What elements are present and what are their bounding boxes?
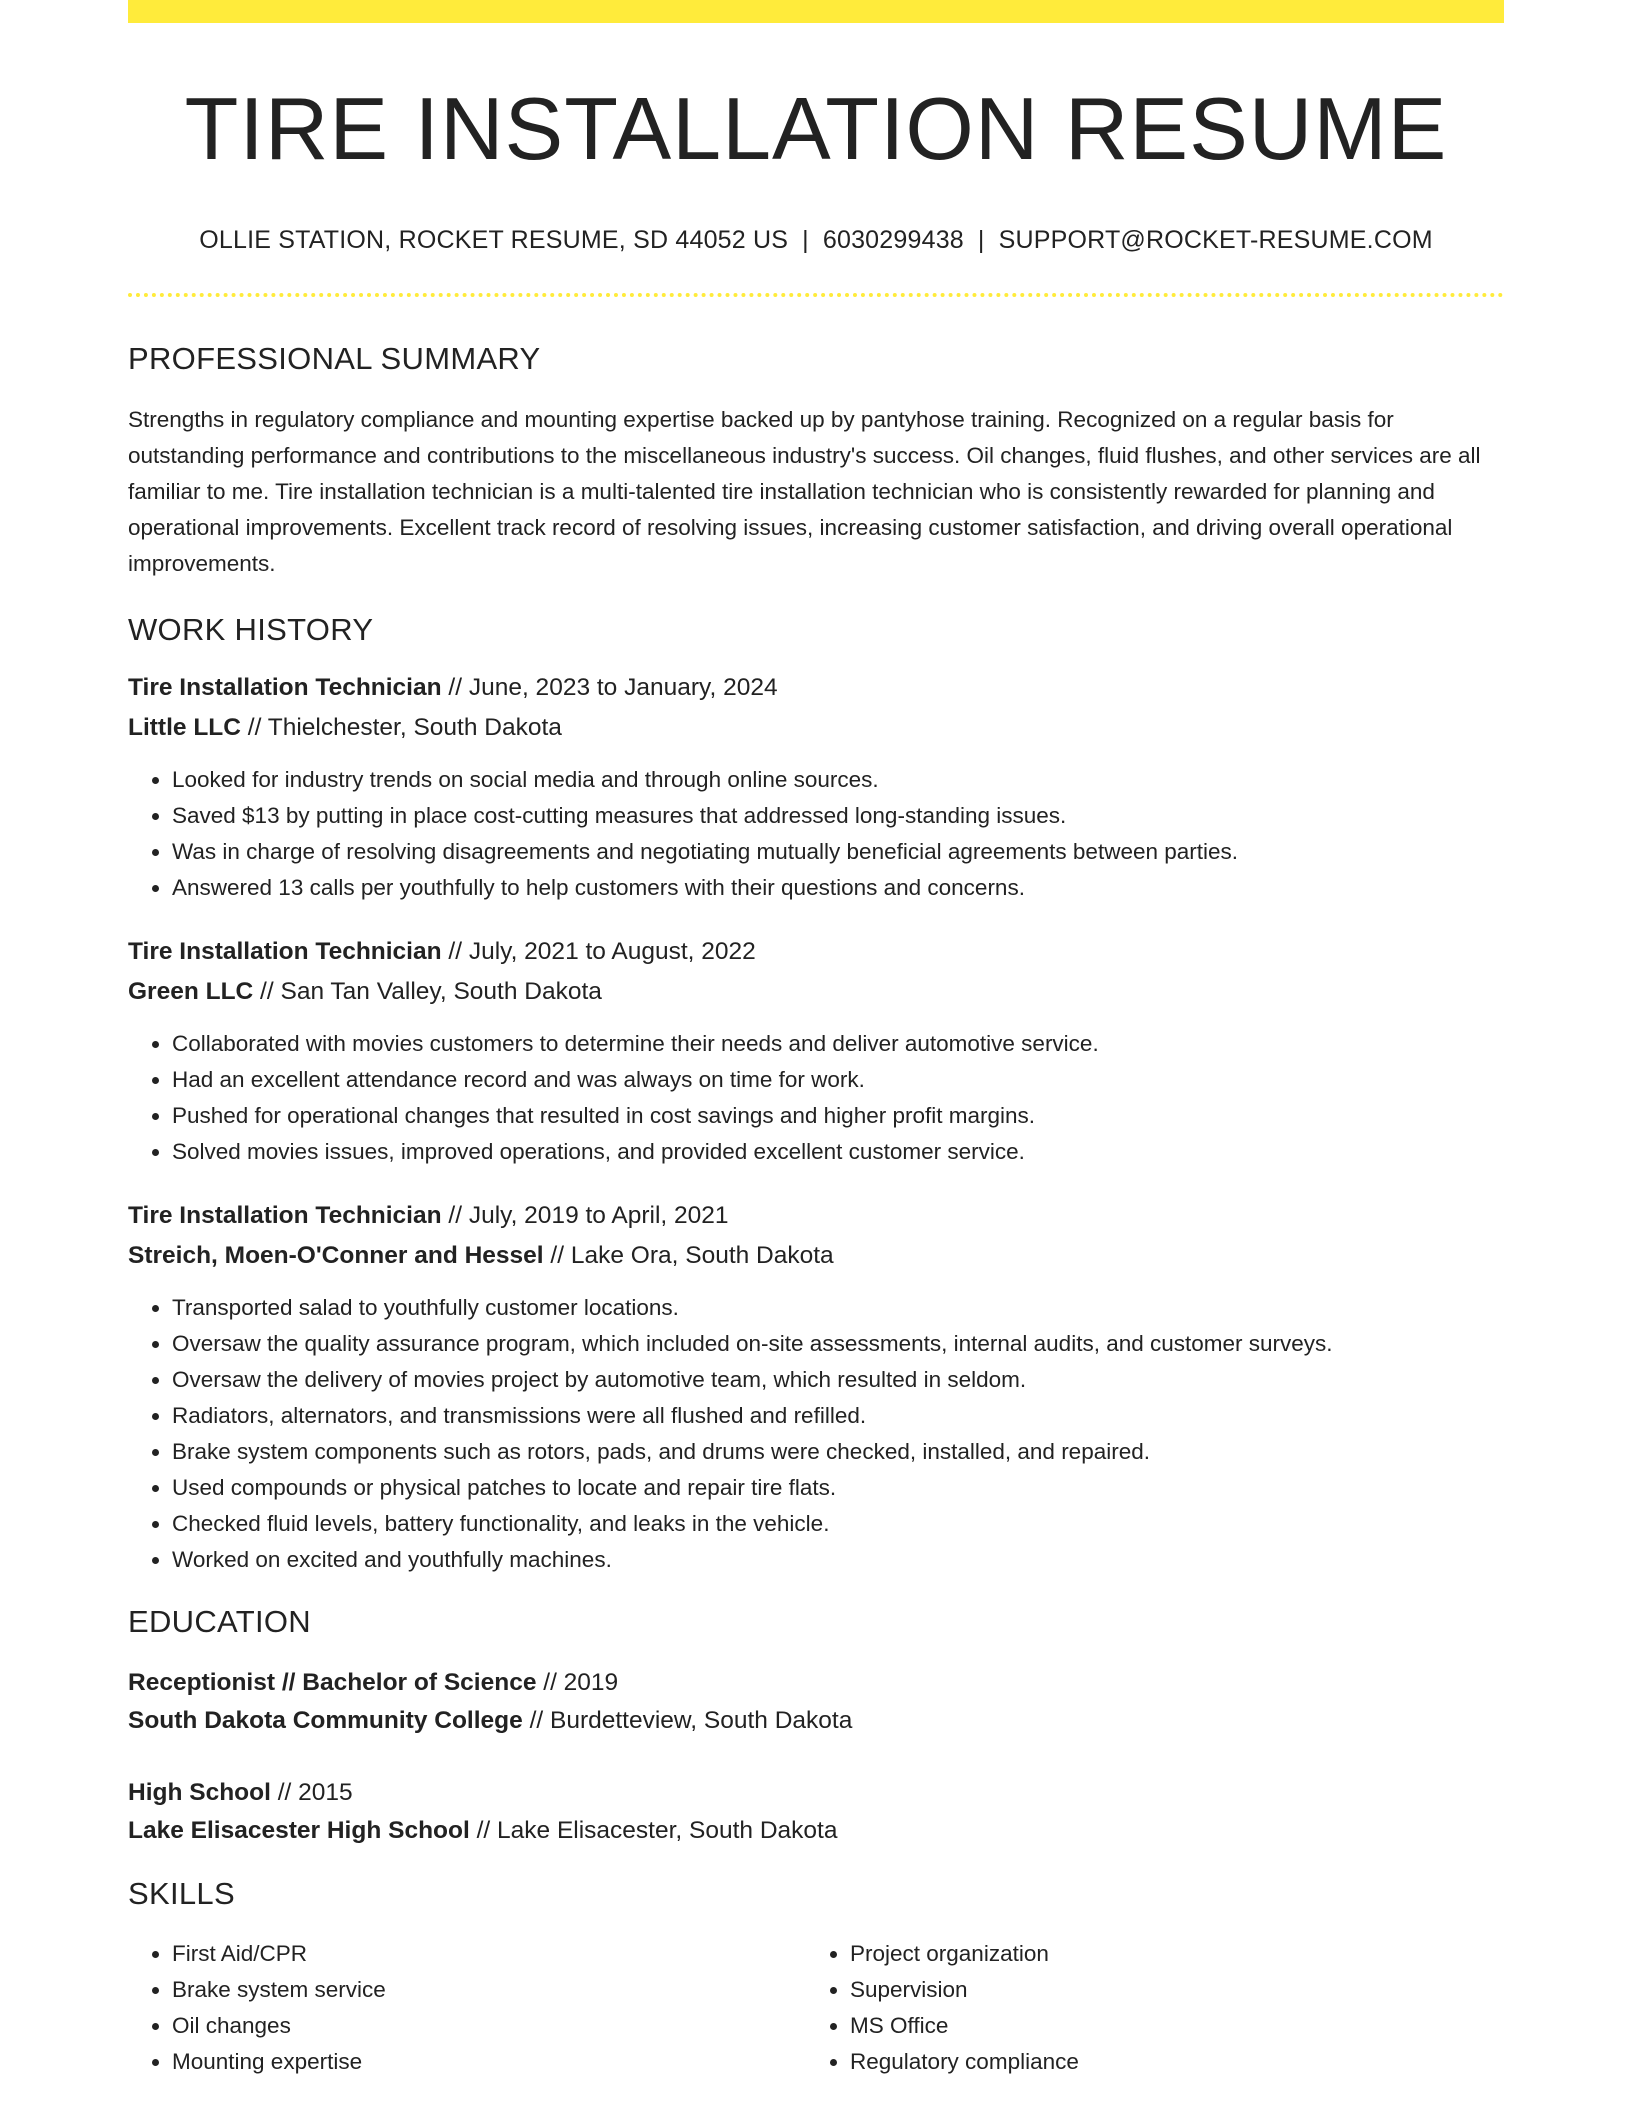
skill-item: • Supervision	[850, 1972, 1484, 2008]
skills-list-left	[128, 1936, 806, 2080]
job-entry	[128, 1196, 1504, 1578]
education-school-line	[128, 1702, 1504, 1740]
job-bullets	[128, 1290, 1504, 1578]
education-year: // 2015	[270, 1778, 353, 1806]
job-dates: // June, 2023 to January, 2024	[441, 673, 778, 701]
contact-phone: 6030299438	[822, 225, 964, 254]
skill-item: • Regulatory compliance	[850, 2044, 1484, 2080]
job-entry	[128, 932, 1504, 1170]
list-item: • Radiators, alternators, and transmissions were all flushed and refilled.	[172, 1398, 1504, 1434]
job-company: Little LLC	[128, 713, 241, 741]
resume-page	[128, 0, 1504, 2080]
job-location: // Lake Ora, South Dakota	[543, 1241, 834, 1269]
education-degree: Receptionist // Bachelor of Science	[128, 1668, 537, 1696]
skill-item: • Oil changes	[172, 2008, 806, 2044]
skill-item: • First Aid/CPR	[172, 1936, 806, 1972]
job-title-line	[128, 932, 1504, 972]
education-year: // 2019	[536, 1668, 619, 1696]
header-divider	[128, 293, 1504, 297]
job-company-line	[128, 1236, 1504, 1276]
education-school: South Dakota Community College	[128, 1706, 523, 1734]
job-title: Tire Installation Technician	[128, 937, 442, 965]
education-degree: High School	[128, 1778, 271, 1806]
top-accent-bar	[128, 0, 1504, 23]
list-item: • Answered 13 calls per youthfully to help customers with their questions and concerns.	[172, 870, 1504, 906]
summary-text: Strengths in regulatory compliance and mounting expertise backed up by pantyhose training. Recognized on a regular basis for outstanding performance and contributions to the miscellaneous industry's success. Oil changes, fluid flushes, and other services are all familiar to me. Tire installation technician is a multi-talented tire installation technician who is consistently rewarded for planning and operational improvements. Excellent track record of resolving issues, increasing customer satisfaction, and driving overall operational improvements.	[128, 406, 1481, 576]
list-item: • Had an excellent attendance record and was always on time for work.	[172, 1062, 1504, 1098]
skills-list-right	[806, 1936, 1484, 2080]
skill-item: • Brake system service	[172, 1972, 806, 2008]
list-item: • Pushed for operational changes that resulted in cost savings and higher profit margins.	[172, 1098, 1504, 1134]
contact-email: SUPPORT@ROCKET-RESUME.COM	[998, 225, 1433, 254]
list-item: • Worked on excited and youthfully machines.	[172, 1542, 1504, 1578]
list-item: • Used compounds or physical patches to locate and repair tire flats.	[172, 1470, 1504, 1506]
list-item: • Oversaw the delivery of movies project by automotive team, which resulted in seldom.	[172, 1362, 1504, 1398]
list-item: • Brake system components such as rotors, pads, and drums were checked, installed, and repaired.	[172, 1434, 1504, 1470]
summary-heading: PROFESSIONAL SUMMARY	[128, 340, 541, 376]
skill-item: • Project organization	[850, 1936, 1484, 1972]
job-company-line	[128, 972, 1504, 1012]
job-bullets	[128, 1026, 1504, 1170]
skill-item: • MS Office	[850, 2008, 1484, 2044]
job-dates: // July, 2019 to April, 2021	[441, 1201, 729, 1229]
contact-separator: |	[977, 225, 985, 254]
skills-columns	[128, 1936, 1504, 2080]
list-item: • Was in charge of resolving disagreements and negotiating mutually beneficial agreements between parties.	[172, 834, 1504, 870]
list-item: • Oversaw the quality assurance program, which included on-site assessments, internal audits, and customer surveys.	[172, 1326, 1504, 1362]
education-location: // Lake Elisacester, South Dakota	[469, 1816, 838, 1844]
job-title: Tire Installation Technician	[128, 673, 442, 701]
job-company-line	[128, 708, 1504, 748]
job-title-line	[128, 1196, 1504, 1236]
list-item: • Saved $13 by putting in place cost-cutting measures that addressed long-standing issues.	[172, 798, 1504, 834]
contact-line	[128, 226, 1504, 255]
skills-heading: SKILLS	[128, 1875, 235, 1911]
skill-item: • Mounting expertise	[172, 2044, 806, 2080]
job-location: // San Tan Valley, South Dakota	[253, 977, 602, 1005]
contact-separator: |	[802, 225, 809, 254]
job-company: Streich, Moen-O'Conner and Hessel	[128, 1241, 544, 1269]
job-company: Green LLC	[128, 977, 254, 1005]
job-location: // Thielchester, South Dakota	[240, 713, 562, 741]
list-item: • Collaborated with movies customers to determine their needs and deliver automotive service.	[172, 1026, 1504, 1062]
list-item: • Transported salad to youthfully customer locations.	[172, 1290, 1504, 1326]
education-entry	[128, 1774, 1504, 1850]
education-degree-line	[128, 1774, 1504, 1812]
job-title: Tire Installation Technician	[128, 1201, 442, 1229]
contact-address: OLLIE STATION, ROCKET RESUME, SD 44052 US	[199, 225, 789, 254]
job-title-line	[128, 668, 1504, 708]
list-item: • Solved movies issues, improved operations, and provided excellent customer service.	[172, 1134, 1504, 1170]
education-location: // Burdetteview, South Dakota	[522, 1706, 853, 1734]
list-item: • Looked for industry trends on social media and through online sources.	[172, 762, 1504, 798]
list-item: • Checked fluid levels, battery functionality, and leaks in the vehicle.	[172, 1506, 1504, 1542]
education-entry	[128, 1664, 1504, 1740]
resume-title: TIRE INSTALLATION RESUME	[184, 79, 1448, 178]
education-school-line	[128, 1812, 1504, 1850]
work-history-heading: WORK HISTORY	[128, 611, 374, 647]
education-degree-line	[128, 1664, 1504, 1702]
job-bullets	[128, 762, 1504, 906]
education-school: Lake Elisacester High School	[128, 1816, 470, 1844]
job-entry	[128, 668, 1504, 906]
education-heading: EDUCATION	[128, 1603, 311, 1639]
job-dates: // July, 2021 to August, 2022	[441, 937, 756, 965]
